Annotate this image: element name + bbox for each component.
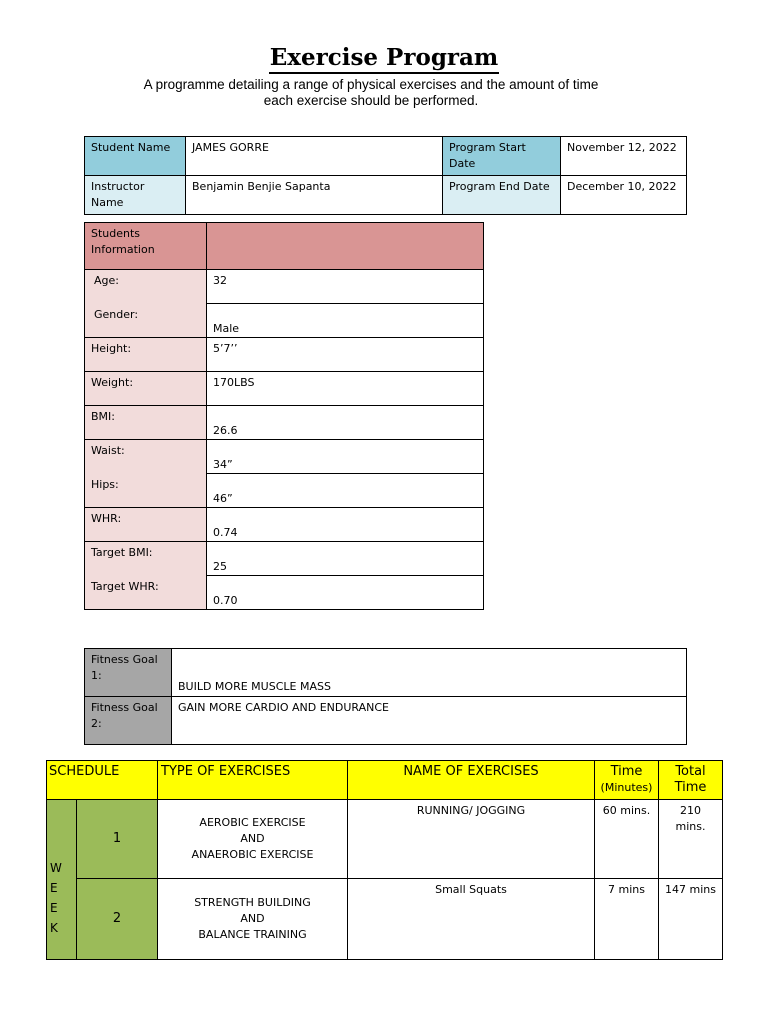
program-start-value: November 12, 2022: [561, 137, 687, 176]
exercise-name-1: RUNNING/ JOGGING: [348, 800, 595, 879]
gender-value: Male: [207, 304, 484, 338]
whr-value: 0.74: [207, 508, 484, 542]
schedule-table: [46, 760, 723, 960]
waist-value: 34”: [207, 440, 484, 474]
goal-1-label: Fitness Goal 1:: [85, 649, 172, 697]
student-name-value: JAMES GORRE: [186, 137, 443, 176]
schedule-header: SCHEDULE: [47, 761, 158, 800]
exercise-type-2: STRENGTH BUILDING AND BALANCE TRAINING: [158, 879, 348, 960]
target-whr-value: 0.70: [207, 576, 484, 610]
page-title-text: Exercise Program: [269, 44, 500, 74]
waist-hips-label: [85, 440, 207, 508]
time-header-unit: (Minutes): [600, 781, 653, 794]
students-info-heading-blank: [207, 223, 484, 270]
gender-label: Gender:: [94, 308, 139, 321]
week-letter-4: K: [50, 920, 58, 935]
instructor-name-value: Benjamin Benjie Sapanta: [186, 176, 443, 215]
student-name-label: Student Name: [85, 137, 186, 176]
fitness-goals-table: [84, 648, 687, 745]
exercise-time-1: 60 mins.: [595, 800, 659, 879]
height-label: Height:: [85, 338, 207, 372]
exercise-total-1: 210 mins.: [659, 800, 723, 879]
time-header: [595, 761, 659, 800]
goal-2-label: Fitness Goal 2:: [85, 697, 172, 745]
page-title: [0, 44, 768, 71]
hips-value: 46”: [207, 474, 484, 508]
exercise-time-2: 7 mins: [595, 879, 659, 960]
bmi-value: 26.6: [207, 406, 484, 440]
whr-label: WHR:: [85, 508, 207, 542]
week-letter-2: E: [50, 880, 58, 895]
target-whr-label: Target WHR:: [91, 580, 159, 593]
weight-label: Weight:: [85, 372, 207, 406]
week-number-2: 2: [77, 879, 158, 960]
height-value: 5’7’’: [207, 338, 484, 372]
goal-1-value: BUILD MORE MUSCLE MASS: [172, 649, 687, 697]
name-header: NAME OF EXERCISES: [348, 761, 595, 800]
bmi-label: BMI:: [85, 406, 207, 440]
week-letter-1: W: [50, 860, 62, 875]
program-start-label: Program Start Date: [443, 137, 561, 176]
hips-label: Hips:: [91, 478, 119, 491]
exercise-type-1: AEROBIC EXERCISE AND ANAEROBIC EXERCISE: [158, 800, 348, 879]
week-label: [47, 800, 77, 960]
program-end-value: December 10, 2022: [561, 176, 687, 215]
age-gender-label: [85, 270, 207, 338]
subtitle-line-2: each exercise should be performed.: [263, 93, 479, 108]
target-bmi-value: 25: [207, 542, 484, 576]
age-value: 32: [207, 270, 484, 304]
program-info-table: [84, 136, 687, 215]
age-label: Age:: [94, 274, 119, 287]
week-letter-3: E: [50, 900, 58, 915]
instructor-name-label: Instructor Name: [85, 176, 186, 215]
goal-2-value: GAIN MORE CARDIO AND ENDURANCE: [172, 697, 687, 745]
program-end-label: Program End Date: [443, 176, 561, 215]
targets-label: [85, 542, 207, 610]
page-subtitle: [106, 77, 636, 109]
student-info-table: [84, 222, 484, 610]
time-header-label: Time: [610, 764, 643, 779]
students-info-heading: Students Information: [85, 223, 207, 270]
exercise-total-2: 147 mins: [659, 879, 723, 960]
weight-value: 170LBS: [207, 372, 484, 406]
waist-label: Waist:: [91, 444, 125, 457]
subtitle-line-1: A programme detailing a range of physical exercises and the amount of time: [143, 77, 599, 92]
week-number-1: 1: [77, 800, 158, 879]
exercise-name-2: Small Squats: [348, 879, 595, 960]
total-header: Total Time: [659, 761, 723, 800]
type-header: TYPE OF EXERCISES: [158, 761, 348, 800]
target-bmi-label: Target BMI:: [91, 546, 153, 559]
